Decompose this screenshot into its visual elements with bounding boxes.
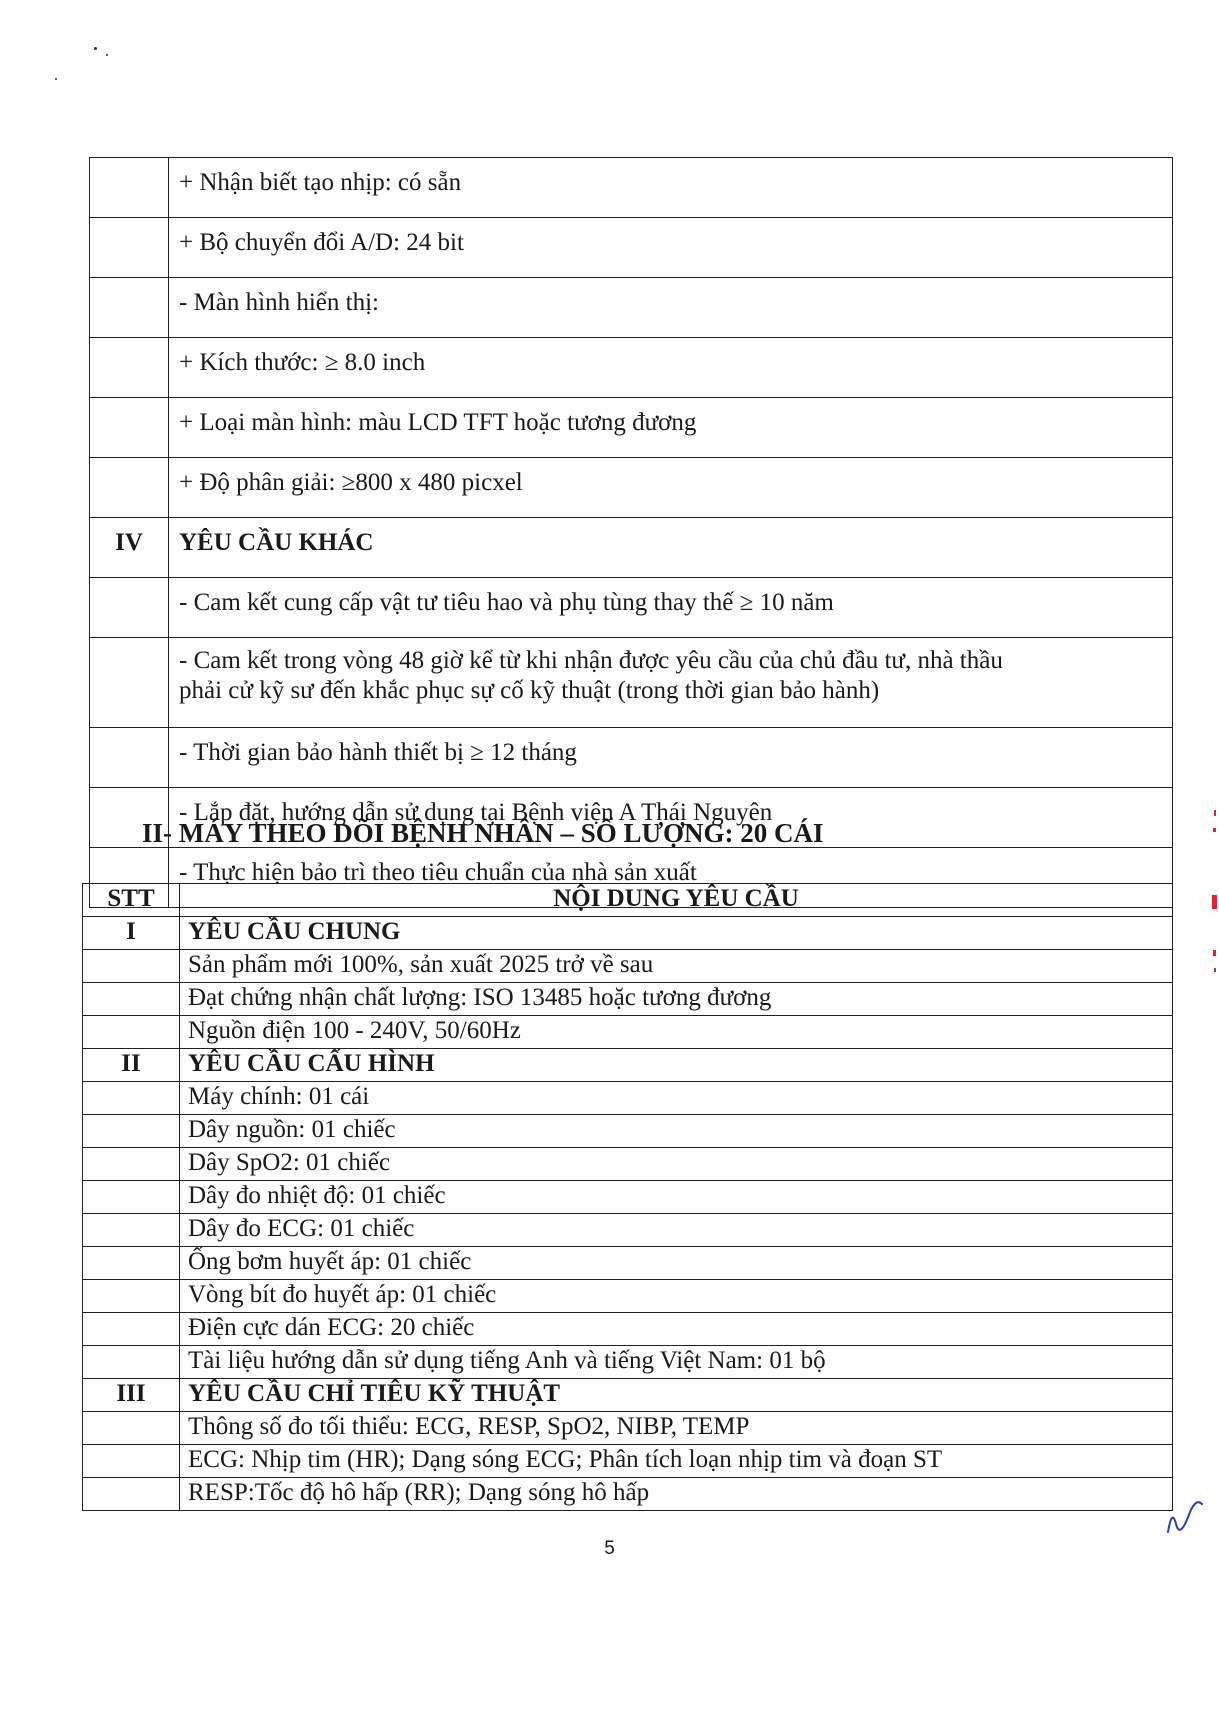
table-row xyxy=(83,1346,1173,1379)
content-cell: Máy chính: 01 cái xyxy=(180,1082,1173,1115)
content-cell: Dây nguồn: 01 chiếc xyxy=(180,1115,1173,1148)
content-cell: Nguồn điện 100 - 240V, 50/60Hz xyxy=(180,1016,1173,1049)
stt-cell xyxy=(83,1247,180,1280)
content-cell: Sản phẩm mới 100%, sản xuất 2025 trở về sau xyxy=(180,950,1173,983)
content-line: phải cử kỹ sư đến khắc phục sự cố kỹ thuật (trong thời gian bảo hành) xyxy=(179,677,880,704)
table-row xyxy=(83,1313,1173,1346)
section-heading: II- MÁY THEO DÕI BỆNH NHÂN – SỐ LƯỢNG: 20 CÁI xyxy=(142,818,824,848)
stt-cell xyxy=(90,638,169,728)
content-cell: + Độ phân giải: ≥800 x 480 picxel xyxy=(169,458,1173,518)
page-number: 5 xyxy=(604,1538,615,1559)
table-row xyxy=(83,1280,1173,1313)
stt-cell xyxy=(90,578,169,638)
stt-cell xyxy=(83,1445,180,1478)
content-line: - Cam kết trong vòng 48 giờ kể từ khi nhận được yêu cầu của chủ đầu tư, nhà thầu xyxy=(179,647,1003,674)
content-cell: Dây SpO2: 01 chiếc xyxy=(180,1148,1173,1181)
stt-cell: II xyxy=(83,1049,180,1082)
stt-cell: I xyxy=(83,917,180,950)
signature-initial xyxy=(1162,1490,1212,1550)
section-title-cell: YÊU CẦU KHÁC xyxy=(169,518,1173,578)
section-title-cell: YÊU CẦU CHỈ TIÊU KỸ THUẬT xyxy=(180,1379,1173,1412)
content-cell: Ống bơm huyết áp: 01 chiếc xyxy=(180,1247,1173,1280)
content-cell: - Thời gian bảo hành thiết bị ≥ 12 tháng xyxy=(169,728,1173,788)
table-row xyxy=(83,1181,1173,1214)
section-row xyxy=(83,917,1173,950)
table-row xyxy=(83,1148,1173,1181)
requirements-table-continued xyxy=(89,157,1173,908)
content-cell: RESP:Tốc độ hô hấp (RR); Dạng sóng hô hấp xyxy=(180,1478,1173,1511)
stt-cell xyxy=(83,1346,180,1379)
content-cell: + Bộ chuyển đổi A/D: 24 bit xyxy=(169,218,1173,278)
table-row xyxy=(90,278,1173,338)
stt-cell xyxy=(83,1082,180,1115)
stt-cell xyxy=(90,158,169,218)
table-row xyxy=(83,1445,1173,1478)
stt-cell xyxy=(83,1478,180,1511)
table-row xyxy=(83,950,1173,983)
content-cell: Thông số đo tối thiểu: ECG, RESP, SpO2, NIBP, TEMP xyxy=(180,1412,1173,1445)
section-row xyxy=(83,1379,1173,1412)
table-row xyxy=(83,1082,1173,1115)
table-row xyxy=(90,638,1173,728)
table-row xyxy=(83,1412,1173,1445)
content-cell: + Loại màn hình: màu LCD TFT hoặc tương đương xyxy=(169,398,1173,458)
table-header-row xyxy=(83,884,1173,917)
stt-cell: III xyxy=(83,1379,180,1412)
content-cell: Điện cực dán ECG: 20 chiếc xyxy=(180,1313,1173,1346)
red-mark xyxy=(1212,895,1217,909)
red-mark xyxy=(1214,810,1216,816)
table-row xyxy=(90,578,1173,638)
content-cell: Tài liệu hướng dẫn sử dụng tiếng Anh và tiếng Việt Nam: 01 bộ xyxy=(180,1346,1173,1379)
stt-cell xyxy=(90,278,169,338)
stt-cell xyxy=(83,1313,180,1346)
content-cell xyxy=(169,638,1173,728)
stt-cell xyxy=(83,950,180,983)
scan-speck xyxy=(55,78,57,80)
red-mark xyxy=(1213,828,1216,832)
stt-cell xyxy=(83,1412,180,1445)
scan-speck xyxy=(94,47,97,50)
content-cell: - Cam kết cung cấp vật tư tiêu hao và phụ tùng thay thế ≥ 10 năm xyxy=(169,578,1173,638)
stt-cell xyxy=(83,1280,180,1313)
stt-cell xyxy=(90,338,169,398)
stt-cell xyxy=(90,218,169,278)
patient-monitor-requirements-table xyxy=(82,883,1173,1511)
table-row xyxy=(90,728,1173,788)
table-row xyxy=(90,218,1173,278)
stt-cell xyxy=(90,458,169,518)
content-cell: Dây đo ECG: 01 chiếc xyxy=(180,1214,1173,1247)
section-row xyxy=(83,1049,1173,1082)
scan-speck xyxy=(106,54,108,56)
content-cell: Vòng bít đo huyết áp: 01 chiếc xyxy=(180,1280,1173,1313)
red-mark xyxy=(1213,950,1216,956)
content-cell: + Kích thước: ≥ 8.0 inch xyxy=(169,338,1173,398)
content-cell: - Thực hiện bảo trì theo tiêu chuẩn của nhà sản xuất xyxy=(169,848,1173,908)
stt-cell xyxy=(83,1115,180,1148)
content-cell: - Màn hình hiển thị: xyxy=(169,278,1173,338)
table-row xyxy=(83,1214,1173,1247)
header-stt: STT xyxy=(83,884,180,917)
stt-cell xyxy=(83,1181,180,1214)
stt-cell: IV xyxy=(90,518,169,578)
content-cell: Đạt chứng nhận chất lượng: ISO 13485 hoặc tương đương xyxy=(180,983,1173,1016)
stt-cell xyxy=(90,728,169,788)
table-row xyxy=(83,1115,1173,1148)
table-row xyxy=(90,458,1173,518)
content-cell: - Lắp đặt, hướng dẫn sử dụng tại Bệnh viện A Thái Nguyên xyxy=(169,788,1173,848)
header-content: NỘI DUNG YÊU CẦU xyxy=(180,884,1173,917)
table-row xyxy=(83,1478,1173,1511)
content-cell: + Nhận biết tạo nhịp: có sẵn xyxy=(169,158,1173,218)
table-row xyxy=(83,1247,1173,1280)
stt-cell xyxy=(83,983,180,1016)
table-row xyxy=(83,983,1173,1016)
table-row xyxy=(90,398,1173,458)
table-row xyxy=(90,338,1173,398)
stt-cell xyxy=(83,1214,180,1247)
section-title-cell: YÊU CẦU CHUNG xyxy=(180,917,1173,950)
signature-stroke xyxy=(1168,1502,1202,1532)
stt-cell xyxy=(83,1148,180,1181)
red-mark xyxy=(1214,968,1216,972)
content-cell: ECG: Nhịp tim (HR); Dạng sóng ECG; Phân tích loạn nhịp tim và đoạn ST xyxy=(180,1445,1173,1478)
stt-cell xyxy=(83,1016,180,1049)
content-cell: Dây đo nhiệt độ: 01 chiếc xyxy=(180,1181,1173,1214)
table-row xyxy=(90,158,1173,218)
table-row xyxy=(83,1016,1173,1049)
section-title-cell: YÊU CẦU CẤU HÌNH xyxy=(180,1049,1173,1082)
edge-scan-marks xyxy=(1200,800,1219,1000)
section-row xyxy=(90,518,1173,578)
stt-cell xyxy=(90,398,169,458)
